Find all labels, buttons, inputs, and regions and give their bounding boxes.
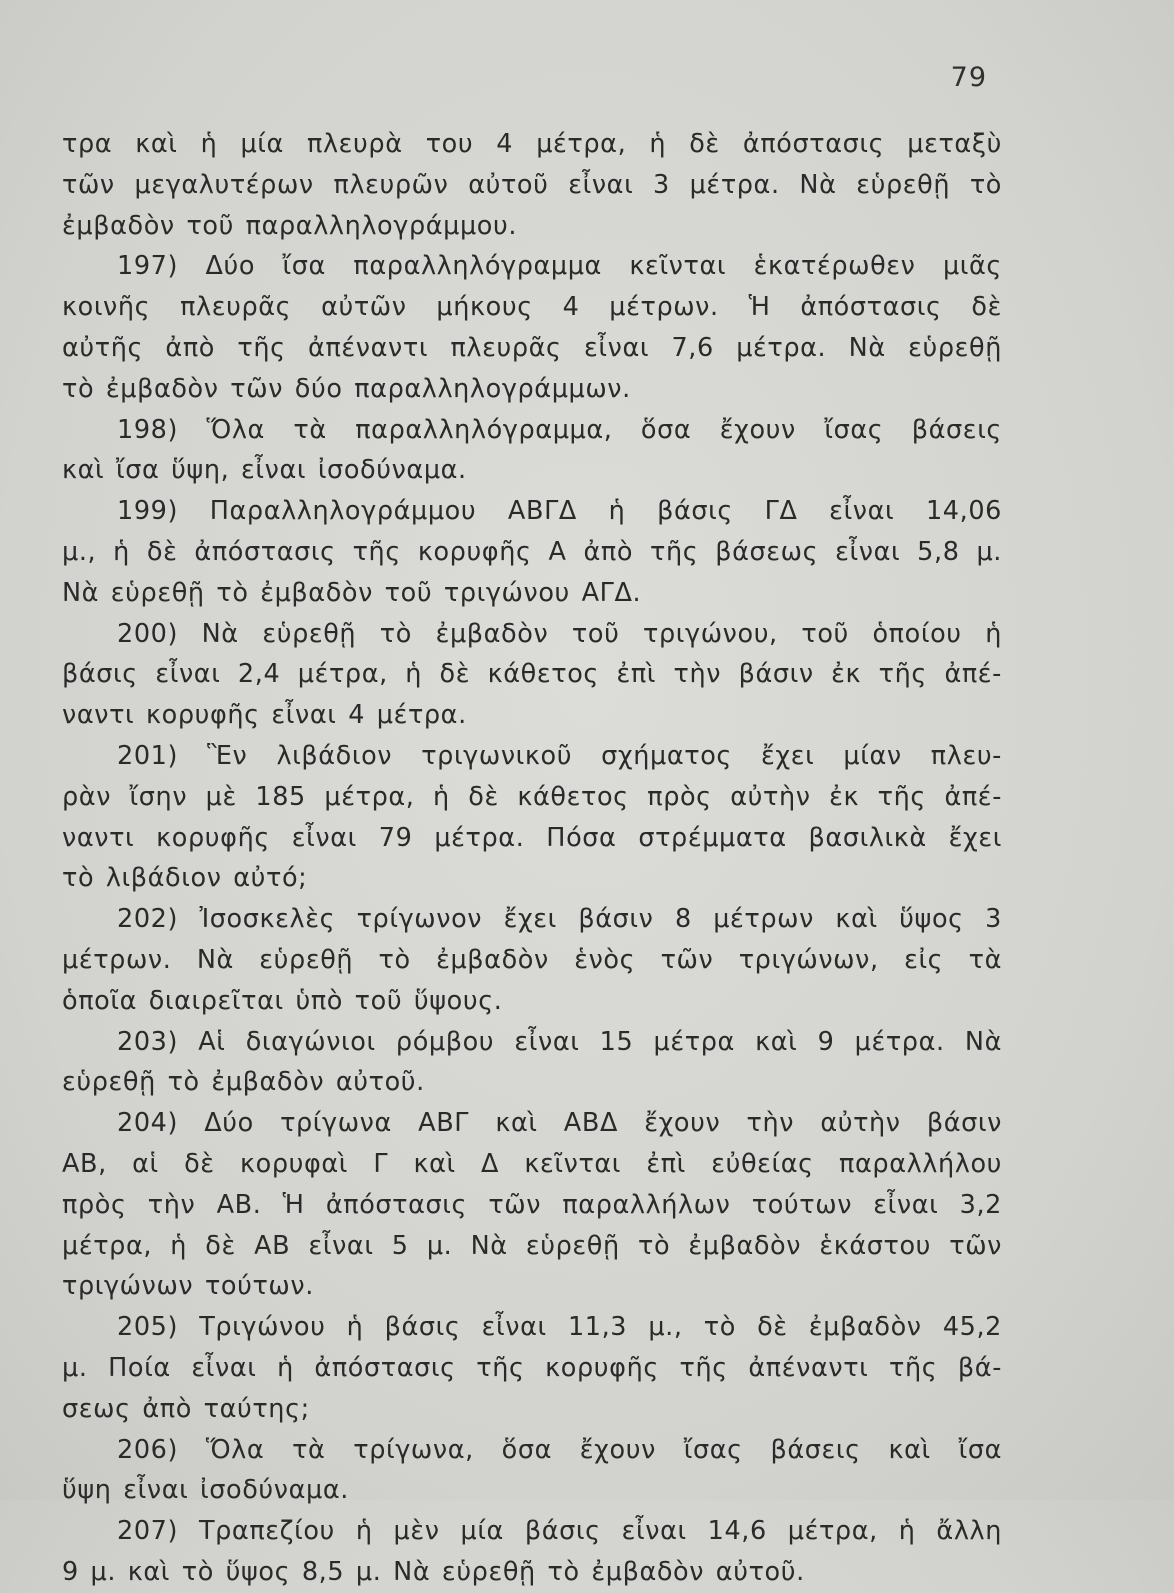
text-line: εὑρεθῇ τὸ ἐμβαδὸν αὐτοῦ. [62,1067,425,1098]
exercise-197 [62,246,1002,409]
exercise-205 [62,1307,1002,1429]
text-line: τρα καὶ ἡ μία πλευρὰ του 4 μέτρα, ἡ δὲ ἀπόστασις μεταξὺ [62,129,1002,159]
text-line: τριγώνων τούτων. [62,1271,314,1302]
page-number: 79 [950,62,987,93]
text-line: Νὰ εὑρεθῇ τὸ ἐμβαδὸν τοῦ τριγώνου ΑΓΔ. [62,577,642,608]
text-line: 197) Δύο ἴσα παραλληλόγραμμα κεῖνται ἑκατέρωθεν μιᾶς [117,251,1002,282]
text-line: 202) Ἰσοσκελὲς τρίγωνον ἔχει βάσιν 8 μέτρων καὶ ὕψος 3 [117,904,1002,935]
text-line: πρὸς τὴν ΑΒ. Ἡ ἀπόστασις τῶν παραλλήλων τούτων εἶναι 3,2 [62,1189,1002,1220]
text-line: αὐτῆς ἀπὸ τῆς ἀπέναντι πλευρᾶς εἶναι 7,6 μέτρα. Νὰ εὑρεθῇ [62,332,1002,363]
text-line: τὸ ἐμβαδὸν τῶν δύο παραλληλογράμμων. [62,373,631,404]
text-line: ΑΒ, αἱ δὲ κορυφαὶ Γ καὶ Δ κεῖνται ἐπὶ εὐθείας παραλλήλου [62,1148,1002,1179]
text-line: ὕψη εἶναι ἰσοδύναμα. [62,1475,349,1506]
text-line: 206) Ὅλα τὰ τρίγωνα, ὅσα ἔχουν ἴσας βάσεις καὶ ἴσα [117,1434,1002,1465]
body-text [62,124,1002,1593]
text-line: κοινῆς πλευρᾶς αὐτῶν μήκους 4 μέτρων. Ἡ ἀπόστασις δὲ [62,292,1002,323]
text-line: μ., ἡ δὲ ἀπόστασις τῆς κορυφῆς Α ἀπὸ τῆς βάσεως εἶναι 5,8 μ. [62,536,1002,567]
text-line: μ. Ποία εἶναι ἡ ἀπόστασις τῆς κορυφῆς τῆς ἀπέναντι τῆς βά- [62,1352,1002,1383]
exercise-202 [62,899,1002,1021]
text-line: βάσις εἶναι 2,4 μέτρα, ἡ δὲ κάθετος ἐπὶ τὴν βάσιν ἐκ τῆς ἀπέ- [62,659,1002,690]
text-line: σεως ἀπὸ ταύτης; [62,1393,310,1424]
text-line: 203) Αἱ διαγώνιοι ρόμβου εἶναι 15 μέτρα καὶ 9 μέτρα. Νὰ [117,1026,1002,1057]
text-line: ἐμβαδὸν τοῦ παραλληλογράμμου. [62,210,518,241]
exercise-203 [62,1022,1002,1104]
text-line: 9 μ. καὶ τὸ ὕψος 8,5 μ. Νὰ εὑρεθῇ τὸ ἐμβαδὸν αὐτοῦ. [62,1556,805,1587]
text-line: καὶ ἴσα ὕψη, εἶναι ἰσοδύναμα. [62,455,467,486]
text-line: 198) Ὅλα τὰ παραλληλόγραμμα, ὅσα ἔχουν ἴσας βάσεις [117,414,1002,445]
text-line: τὸ λιβάδιον αὐτό; [62,863,308,894]
text-line: 199) Παραλληλογράμμου ΑΒΓΔ ἡ βάσις ΓΔ εἶναι 14,06 [117,496,1002,527]
exercise-198 [62,410,1002,492]
text-line: ναντι κορυφῆς εἶναι 4 μέτρα. [62,700,467,731]
text-line: 200) Νὰ εὑρεθῇ τὸ ἐμβαδὸν τοῦ τριγώνου, τοῦ ὁποίου ἡ [117,618,1002,649]
text-line: τῶν μεγαλυτέρων πλευρῶν αὐτοῦ εἶναι 3 μέτρα. Νὰ εὑρεθῇ τὸ [62,169,1002,200]
text-line: ρὰν ἴσην μὲ 185 μέτρα, ἡ δὲ κάθετος πρὸς αὐτὴν ἐκ τῆς ἀπέ- [62,781,1002,812]
text-line: μέτρα, ἡ δὲ ΑΒ εἶναι 5 μ. Νὰ εὑρεθῇ τὸ ἐμβαδὸν ἑκάστου τῶν [62,1230,1002,1261]
exercise-201 [62,736,1002,899]
paragraph-continuation [62,124,1002,246]
text-line: 204) Δύο τρίγωνα ΑΒΓ καὶ ΑΒΔ ἔχουν τὴν αὐτὴν βάσιν [117,1108,1002,1139]
text-line: ναντι κορυφῆς εἶναι 79 μέτρα. Πόσα στρέμματα βασιλικὰ ἔχει [62,822,1002,853]
exercise-207 [62,1511,1002,1593]
exercise-204 [62,1103,1002,1307]
text-line: ὁποῖα διαιρεῖται ὑπὸ τοῦ ὕψους. [62,985,503,1016]
text-line: μέτρων. Νὰ εὑρεθῇ τὸ ἐμβαδὸν ἑνὸς τῶν τριγώνων, εἰς τὰ [62,944,1002,975]
text-line: 205) Τριγώνου ἡ βάσις εἶναι 11,3 μ., τὸ δὲ ἐμβαδὸν 45,2 [117,1312,1002,1343]
exercise-200 [62,614,1002,736]
text-line: 201) Ἓν λιβάδιον τριγωνικοῦ σχήματος ἔχει μίαν πλευ- [117,740,1002,771]
exercise-206 [62,1430,1002,1512]
exercise-199 [62,491,1002,613]
text-line: 207) Τραπεζίου ἡ μὲν μία βάσις εἶναι 14,6 μέτρα, ἡ ἄλλη [117,1516,1002,1547]
